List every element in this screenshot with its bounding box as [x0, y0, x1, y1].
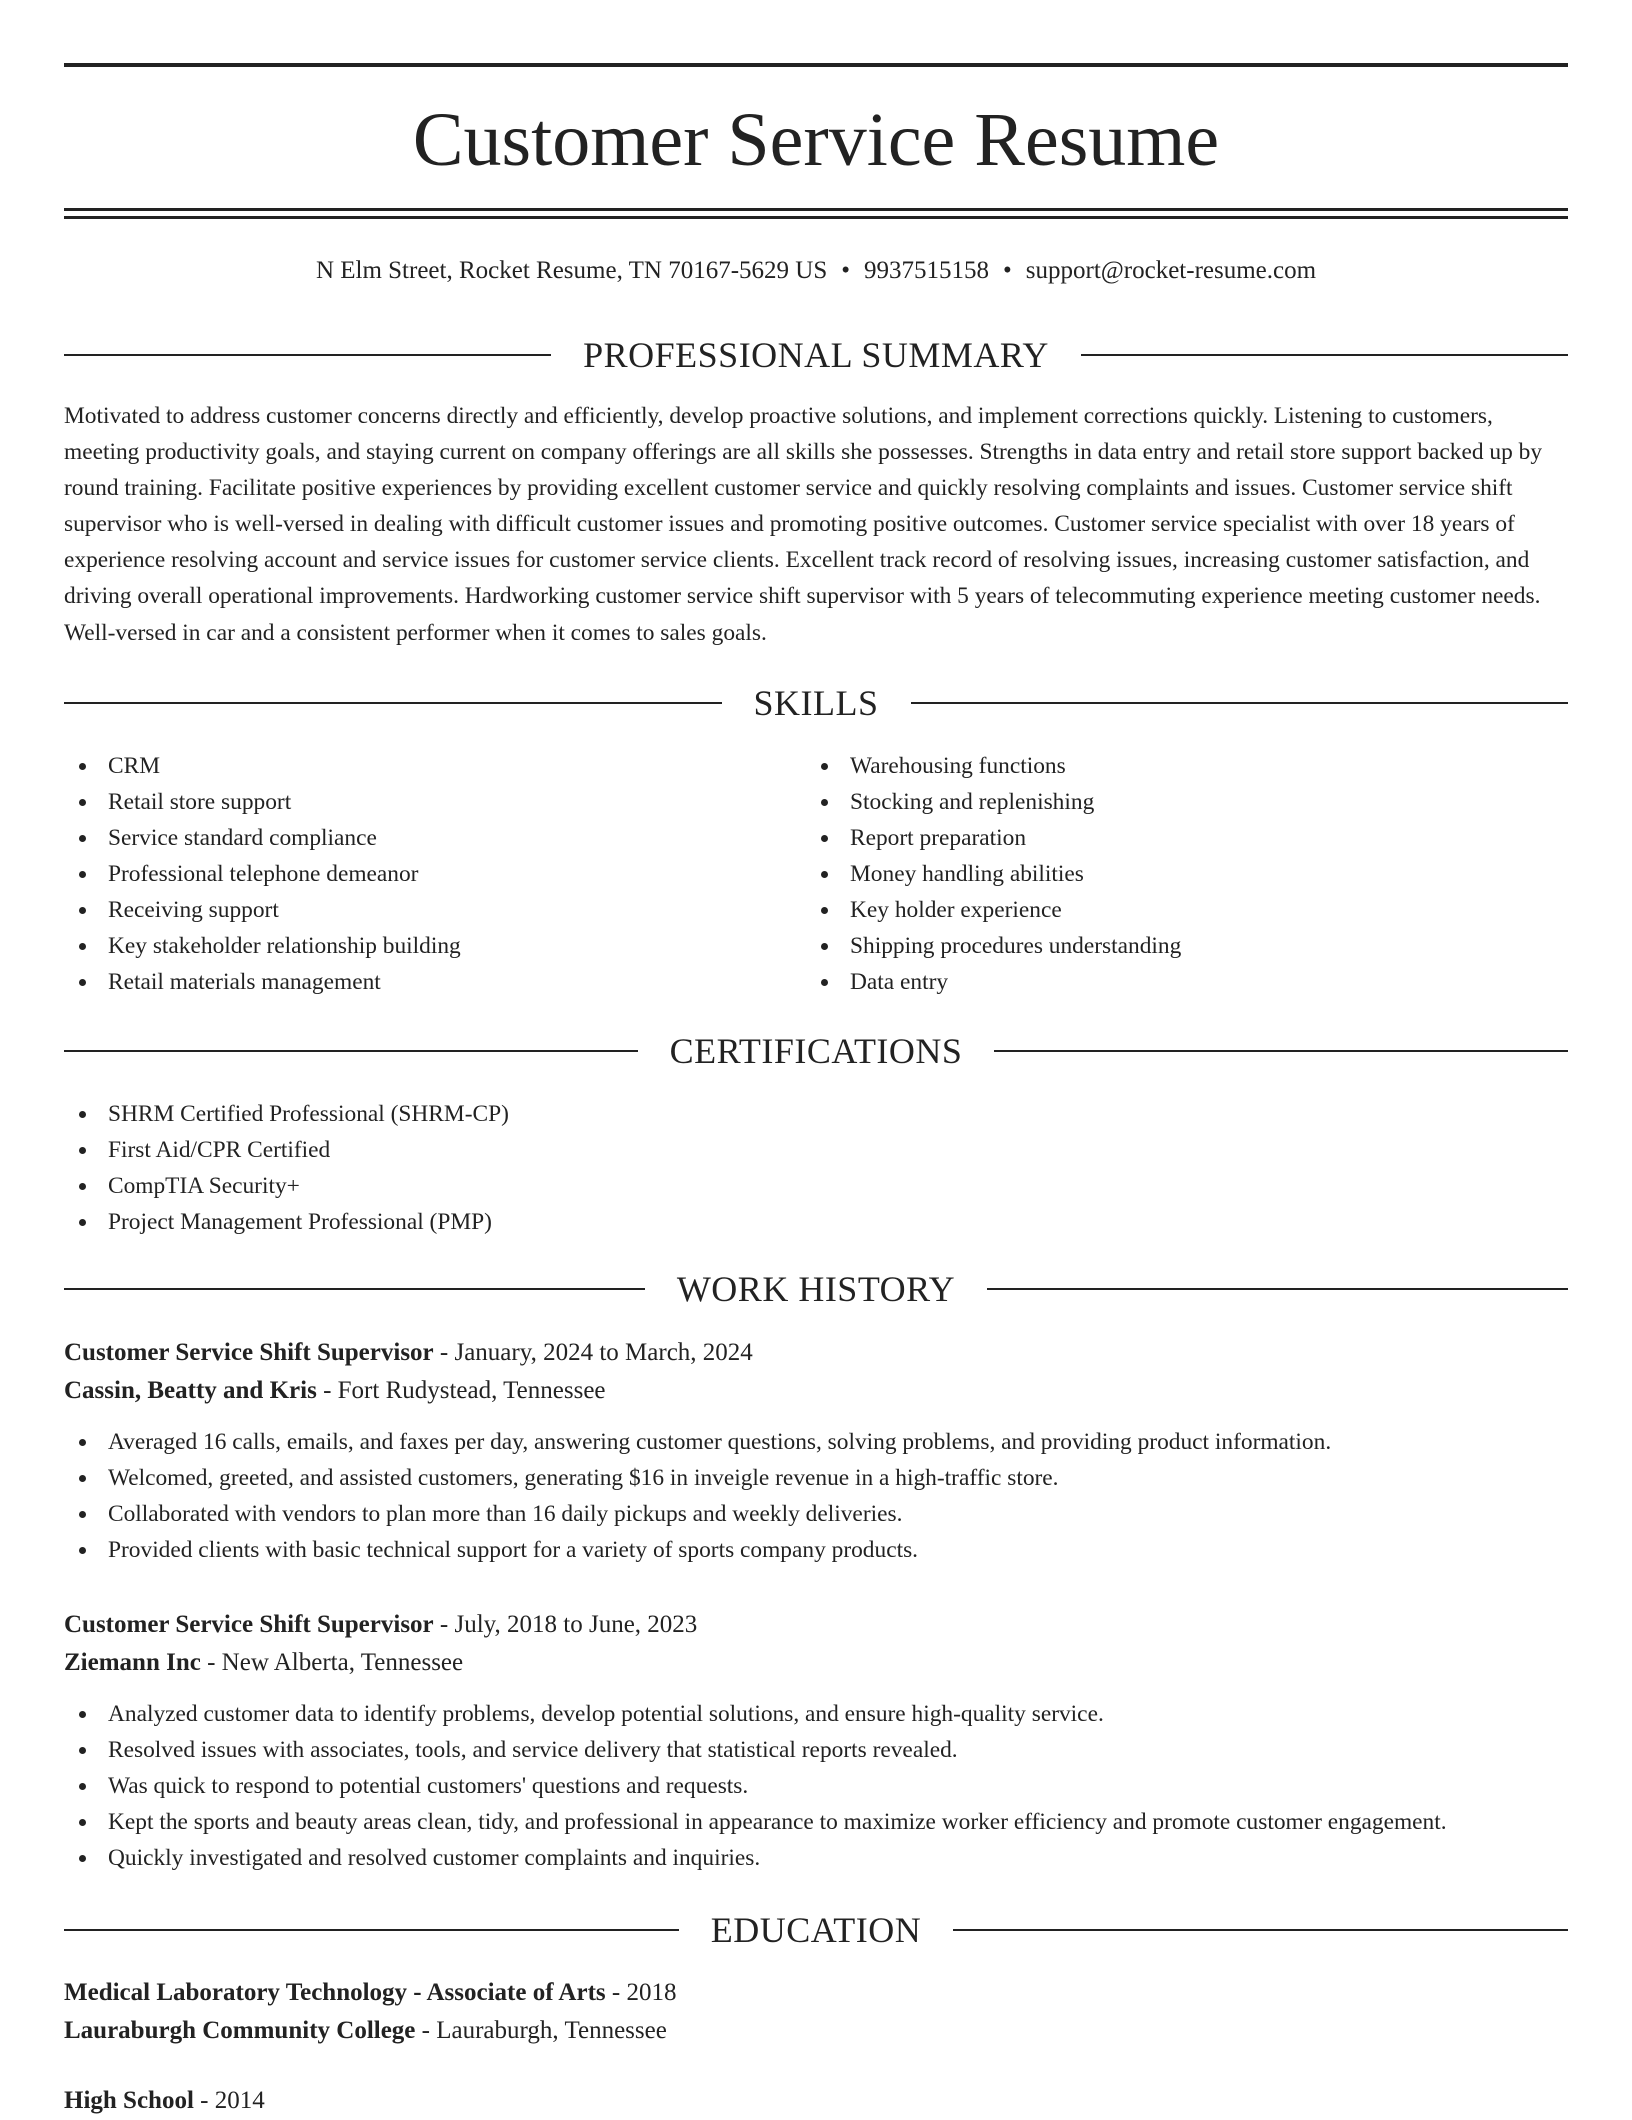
degree-year: - 2018 [605, 1979, 677, 2006]
divider-line [994, 1050, 1568, 1052]
company-location: - New Alberta, Tennessee [200, 1649, 464, 1676]
section-heading-work-history [64, 1269, 1568, 1309]
education-entry [64, 2082, 1568, 2120]
divider-line [953, 1929, 1568, 1931]
job-title: Customer Service Shift Supervisor [64, 1339, 434, 1366]
degree-name: Medical Laboratory Technology - Associate of Arts [64, 1979, 606, 2006]
job-duty: Averaged 16 calls, emails, and faxes per day, answering customer questions, solving problems, and providing product information. [64, 1424, 1568, 1460]
degree-line [64, 2082, 1568, 2120]
section-title: CERTIFICATIONS [669, 1031, 963, 1071]
section-title: EDUCATION [710, 1910, 922, 1950]
divider-line [64, 1929, 679, 1931]
school-line [64, 2012, 1568, 2050]
top-rule [64, 63, 1568, 67]
certification-item: SHRM Certified Professional (SHRM-CP) [64, 1096, 1568, 1132]
divider-line [64, 702, 722, 704]
section-heading-certifications [64, 1031, 1568, 1071]
job-dates: - January, 2024 to March, 2024 [433, 1339, 753, 1366]
job-duty: Analyzed customer data to identify problems, develop potential solutions, and ensure high-quality service. [64, 1696, 1568, 1732]
company-location: - Fort Rudystead, Tennessee [316, 1377, 606, 1404]
certifications-list [64, 1096, 1568, 1240]
skill-item: Retail materials management [64, 964, 804, 1000]
title-rule-lower [64, 216, 1568, 219]
section-heading-skills [64, 683, 1568, 723]
degree-name: High School [64, 2087, 194, 2114]
contact-line [64, 254, 1568, 288]
divider-line [64, 1288, 645, 1290]
job-title-line [64, 1334, 1568, 1372]
skill-item: CRM [64, 748, 804, 784]
skill-item: Key stakeholder relationship building [64, 928, 804, 964]
divider-line [1081, 354, 1568, 356]
job-company-line [64, 1644, 1568, 1682]
certification-item: First Aid/CPR Certified [64, 1132, 1568, 1168]
company-name: Ziemann Inc [64, 1649, 201, 1676]
skill-item: Key holder experience [806, 892, 1546, 928]
skill-item: Warehousing functions [806, 748, 1546, 784]
skill-item: Service standard compliance [64, 820, 804, 856]
degree-line [64, 1974, 1568, 2012]
skills-list-right [806, 748, 1546, 1000]
job-dates: - July, 2018 to June, 2023 [433, 1611, 698, 1638]
section-title: SKILLS [753, 683, 879, 723]
contact-email: support@rocket-resume.com [1025, 257, 1317, 284]
job-duty: Quickly investigated and resolved customer complaints and inquiries. [64, 1840, 1568, 1876]
education-entry [64, 1974, 1568, 2050]
job-company-line [64, 1372, 1568, 1410]
skill-item: Retail store support [64, 784, 804, 820]
section-heading-education [64, 1910, 1568, 1950]
resume-title: Customer Service Resume [412, 98, 1220, 182]
school-location: - Lauraburgh, Tennessee [415, 2017, 667, 2044]
title-rule-upper [64, 208, 1568, 211]
job-entry [64, 1334, 1568, 1568]
skill-item: Stocking and replenishing [806, 784, 1546, 820]
job-entry [64, 1606, 1568, 1876]
divider-line [64, 354, 551, 356]
skill-item: Money handling abilities [806, 856, 1546, 892]
job-duty: Resolved issues with associates, tools, and service delivery that statistical reports revealed. [64, 1732, 1568, 1768]
job-duty: Was quick to respond to potential customers' questions and requests. [64, 1768, 1568, 1804]
job-title: Customer Service Shift Supervisor [64, 1611, 434, 1638]
job-duties-list [64, 1424, 1568, 1568]
contact-phone: 9937515158 [864, 257, 989, 284]
skills-list-left [64, 748, 804, 1000]
job-duties-list [64, 1696, 1568, 1876]
school-name: Lauraburgh Community College [64, 2017, 416, 2044]
section-title: WORK HISTORY [676, 1269, 956, 1309]
job-duty: Provided clients with basic technical support for a variety of sports company products. [64, 1532, 1568, 1568]
section-title: PROFESSIONAL SUMMARY [583, 335, 1049, 375]
company-name: Cassin, Beatty and Kris [64, 1377, 317, 1404]
contact-address: N Elm Street, Rocket Resume, TN 70167-5629 US [315, 257, 828, 284]
summary-paragraph: Motivated to address customer concerns directly and efficiently, develop proactive solutions, and implement corrections quickly. Listening to customers, meeting productivity goals, and staying current on company offerings are all skills she possesses. Strengths in data entry and retail store support backed up by round training. Facilitate positive experiences by providing excellent customer service and quickly resolving complaints and issues. Customer service shift supervisor who is well-versed in dealing with difficult customer issues and promoting positive outcomes. Customer service specialist with over 18 years of experience resolving account and service issues for customer service clients. Excellent track record of resolving issues, increasing customer satisfaction, and driving overall operational improvements. Hardworking customer service shift supervisor with 5 years of telecommuting experience meeting customer needs. Well-versed in car and a consistent performer when it comes to sales goals. [64, 403, 1543, 646]
skill-item: Data entry [806, 964, 1546, 1000]
certification-item: CompTIA Security+ [64, 1168, 1568, 1204]
job-duty: Welcomed, greeted, and assisted customers, generating $16 in inveigle revenue in a high-traffic store. [64, 1460, 1568, 1496]
skill-item: Professional telephone demeanor [64, 856, 804, 892]
section-heading-summary [64, 335, 1568, 375]
degree-year: - 2014 [193, 2087, 265, 2114]
contact-separator: • [1003, 257, 1012, 284]
certification-item: Project Management Professional (PMP) [64, 1204, 1568, 1240]
divider-line [911, 702, 1569, 704]
skill-item: Report preparation [806, 820, 1546, 856]
contact-separator: • [841, 257, 850, 284]
skill-item: Shipping procedures understanding [806, 928, 1546, 964]
skill-item: Receiving support [64, 892, 804, 928]
job-duty: Kept the sports and beauty areas clean, tidy, and professional in appearance to maximize worker efficiency and promote customer engagement. [64, 1804, 1568, 1840]
divider-line [987, 1288, 1568, 1290]
job-duty: Collaborated with vendors to plan more than 16 daily pickups and weekly deliveries. [64, 1496, 1568, 1532]
job-title-line [64, 1606, 1568, 1644]
divider-line [64, 1050, 638, 1052]
